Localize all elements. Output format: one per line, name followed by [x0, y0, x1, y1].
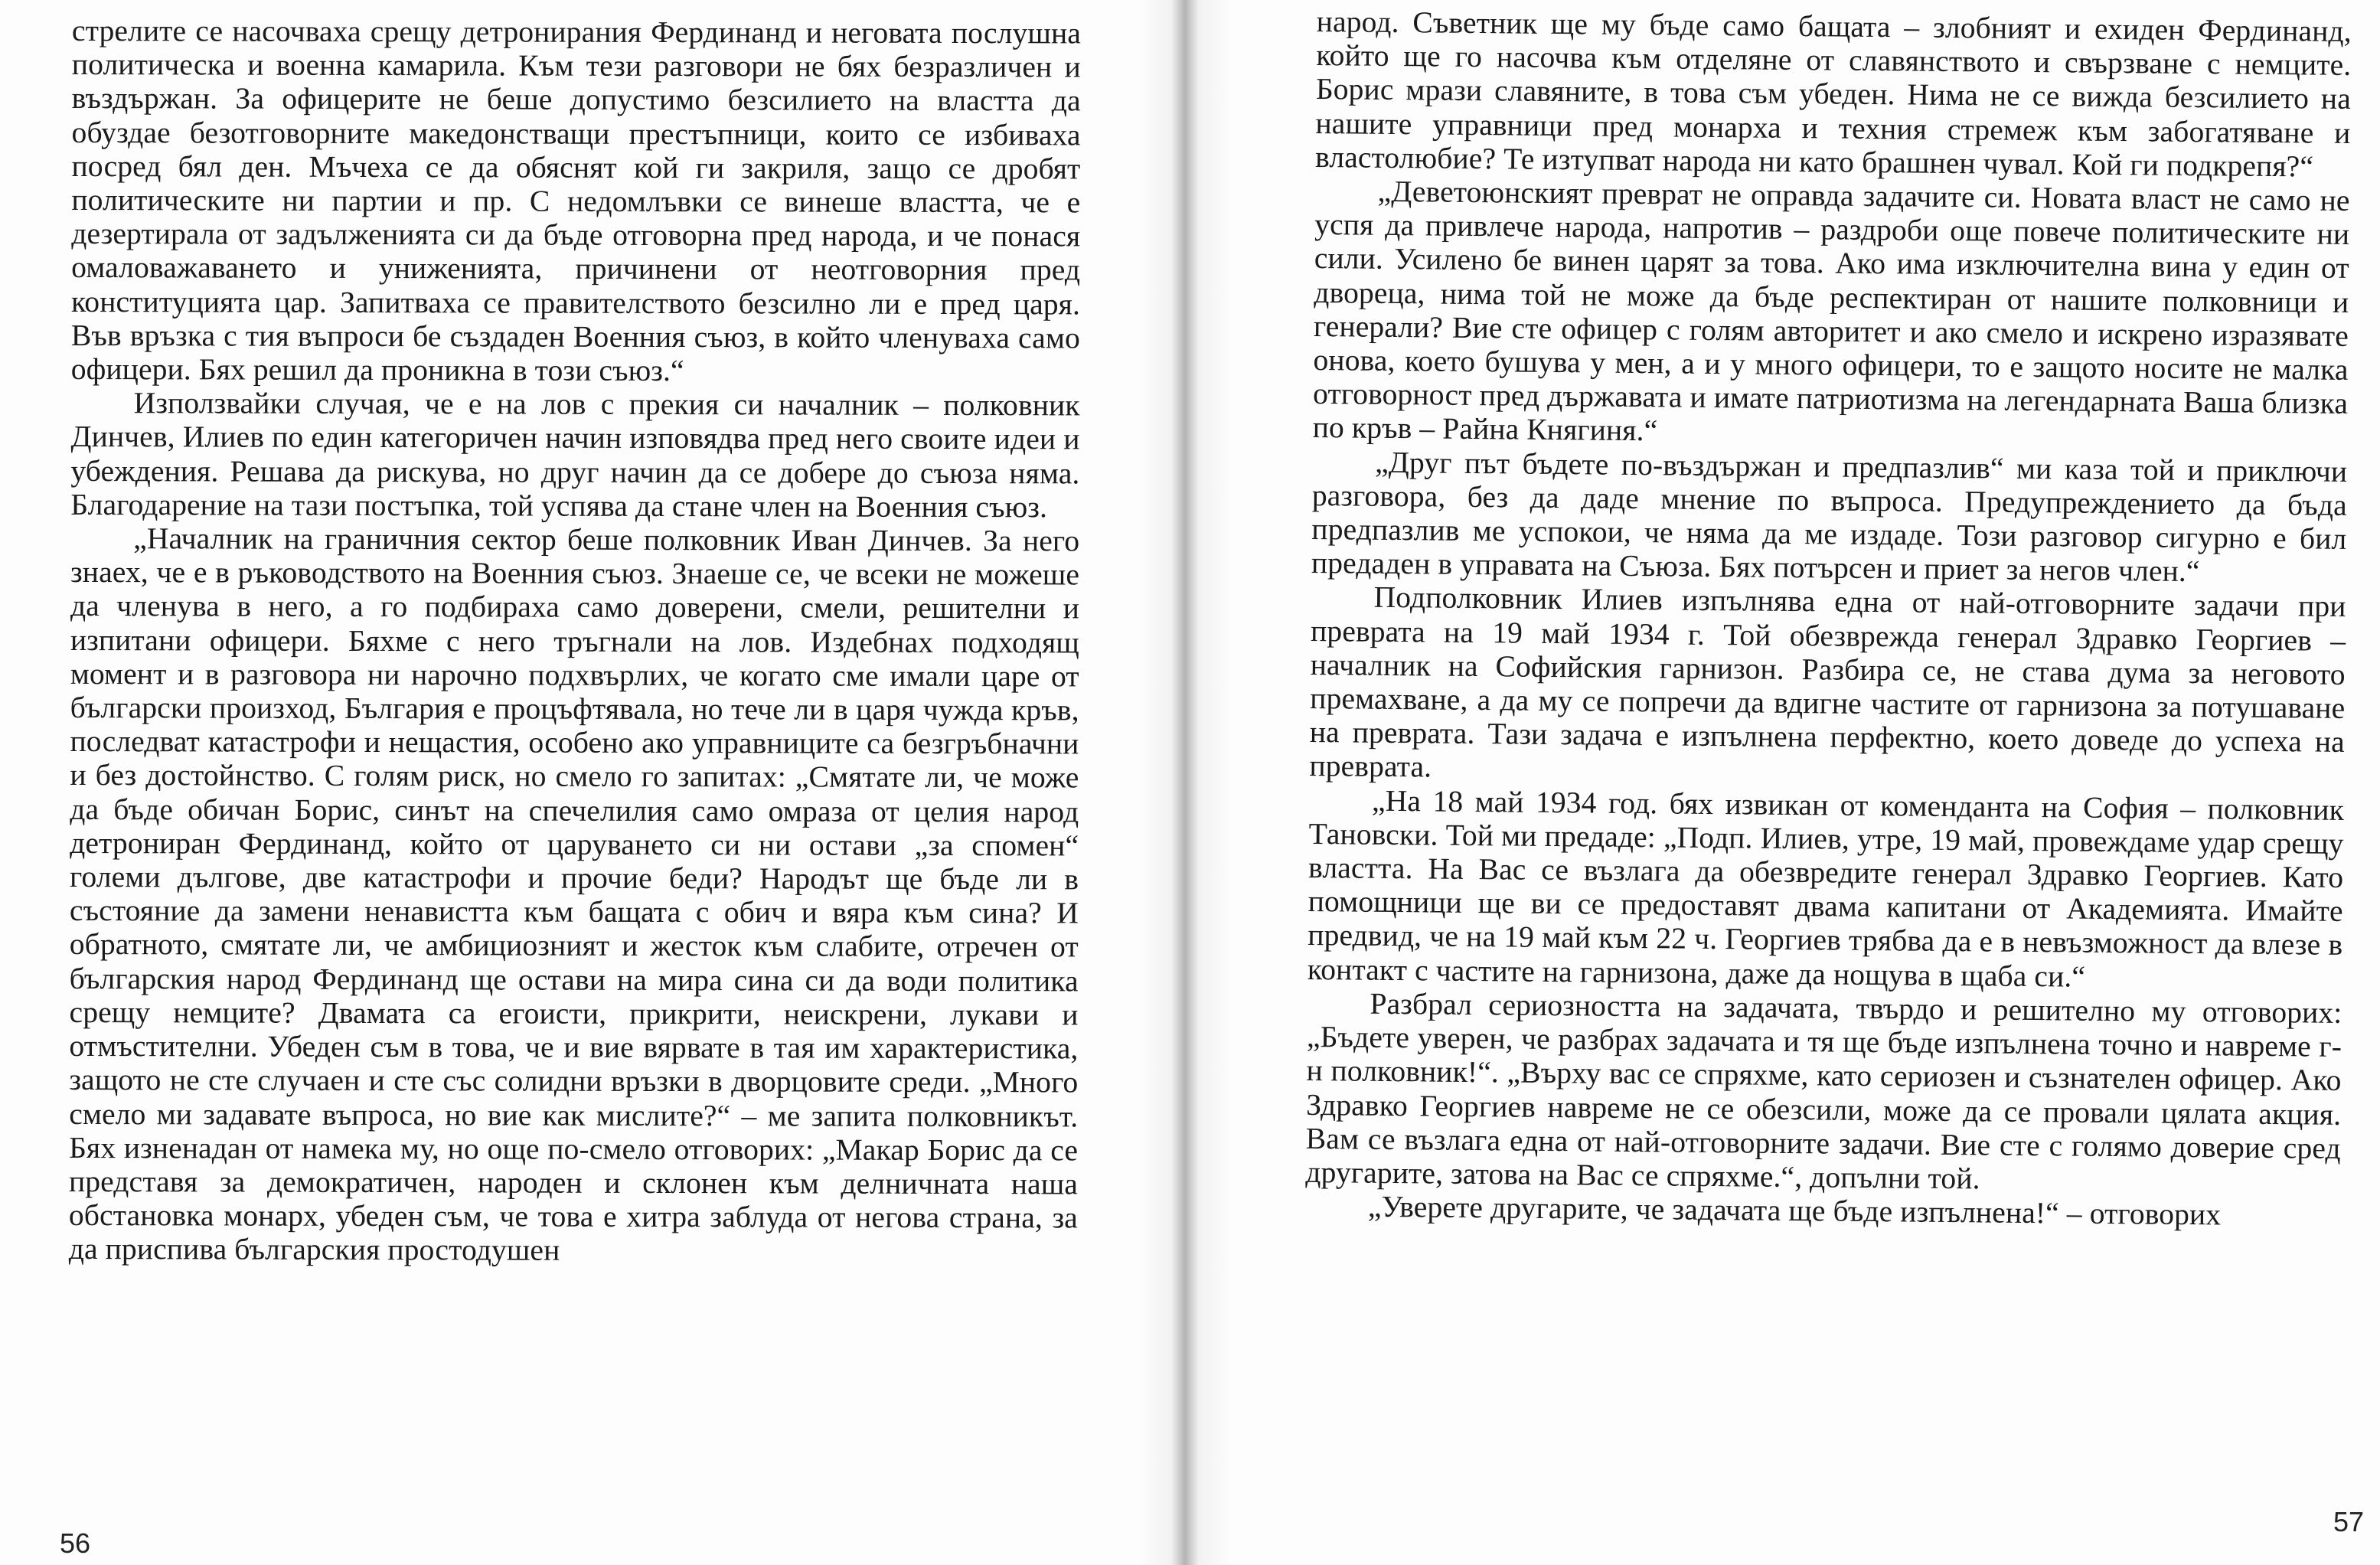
left-page-text	[69, 14, 1081, 1269]
right-page	[1185, 0, 2380, 1565]
paragraph: Използвайки случая, че е на лов с прекия си началник – полковник Динчев, Илиев по един категоричен начин изповядва пред него своите идеи и убеждения. Решава да рискува, но друг начин да се добере до съюза няма. Благодарение на тази постъпка, той успява да стане член на Военния съюз.	[70, 386, 1080, 524]
page-number: 56	[60, 1527, 91, 1559]
paragraph: Подполковник Илиев изпълнява една от най-отговорните задачи при преврата на 19 май 1934 г. Той обезврежда генерал Здравко Георгиев – началник на Софийския гарнизон. Разбира се, не става дума за неговото премахване, а да му се попречи да вдигне частите от гарнизона за потушаване на преврата. Тази задача е изпълнена перфектно, което доведе до успеха на преврата.	[1309, 580, 2346, 784]
paragraph: „Деветоюнският преврат не оправда задачите си. Новата власт не само не успя да привлече народа, напротив – раздроби още повече политическите ни сили. Усилено бе винен царят за това. Ако има изключителна вина у един от двореца, нима той не може да бъде респектиран от нашите полковници и генерали? Вие сте офицер с голям авторитет и ако смело и искрено изразявате онова, което бушува у мен, а и у много офицери, то е защото носите не малка отговорност пред държавата и имате патриотизма на легендарната Ваша близка по кръв – Райна Княгиня.“	[1312, 174, 2350, 448]
paragraph: „Началник на граничния сектор беше полковник Иван Динчев. За него знаех, че е в ръководството на Военния съюз. Знаеше се, че всеки не можеше да членува в него, а го подбираха само доверени, смели, решителни и изпитани офицери. Бяхме с него тръгнали на лов. Издебнах подходящ момент и в разговора ни нарочно подхвърлих, че когато сме имали царе от български произход, България е процъфтявала, но тече ли в царя чужда кръв, последват катастрофи и нещастия, особено ако управниците са безгръбначни и без достойнство. С голям риск, но смело го запитах: „Смятате ли, че може да бъде обичан Борис, синът на спечелилия само омраза от целия народ детрониран Фердинанд, който от царуването си ни остави „за спомен“ големи дългове, две катастрофи и прочие беди? Народът ще бъде ли в състояние да замени ненавистта към бащата с обич и вяра към сина? И обратното, смятате ли, че амбициозният и жесток към слабите, отречен от българския народ Фердинанд ще остави на мира сина си да води политика срещу немците? Двамата са егоисти, прикрити, неискрени, лукави и отмъстителни. Убеден съм в това, че и вие вярвате в тая им характеристика, защото не сте случаен и сте със солидни връзки в дворцовите среди. „Много смело ми задавате въпроса, но вие как мислите?“ – ме запита полковникът. Бях изненадан от намека му, но още по-смело отговорих: „Макар Борис да се представя за демократичен, народен и склонен към делничната наша обстановка монарх, убеден съм, че това е хитра заблуда от негова страна, за да приспива българския простодушен	[68, 521, 1080, 1267]
paragraph: Разбрал сериозността на задачата, твърдо и решително му отговорих: „Бъдете уверен, че разбрах задачата и тя ще бъде изпълнена точно и навреме г-н полковник!“. „Върху вас се спряхме, като сериозен и съзнателен офицер. Ако Здравко Георгиев навреме не се обезсили, може да се провали цялата акция. Вам се възлага една от най-отговорните задачи. Вие сте с голямо доверие сред другарите, затова на Вас се спряхме.“, допълни той.	[1305, 986, 2342, 1196]
right-page-text	[1305, 5, 2352, 1233]
left-page	[0, 0, 1185, 1565]
paragraph: народ. Съветник ще му бъде само бащата – злобният и ехиден Фердинанд, който ще го насочва към отделяне от славянството и свързване с немците. Борис мрази славяните, в това съм убеден. Нима не се вижда безсилието на нашите управници пред монарха и техния стремеж към забогатяване и властолюбие? Те изтупват народа ни като брашнен чувал. Кой ги подкрепя?“	[1314, 5, 2352, 184]
paragraph: „Уверете другарите, че задачата ще бъде изпълнена!“ – отговорих	[1367, 1189, 2222, 1232]
paragraph: „На 18 май 1934 год. бях извикан от коменданта на София – полковник Тановски. Той ми предаде: „Подп. Илиев, утре, 19 май, провеждаме удар срещу властта. На Вас се възлага да обезвредите генерал Здравко Георгиев. Като помощници ще ви се предоставят двама капитани от Академията. Имайте предвид, че на 19 май към 22 ч. Георгиев трябва да е в невъзможност да влезе в контакт с частите на гарнизона, даже да нощува в щаба си.“	[1307, 783, 2345, 994]
paragraph: стрелите се насочваха срещу детронирания Фердинанд и неговата послушна политическа и военна камарила. Към тези разговори не бях безразличен и въздържан. За офицерите не беше допустимо безсилието на властта да обуздае безотговорните македонстващи престъпници, които се избиваха посред бял ден. Мъчеха се да обяснят кой ги закриля, защо се дробят политическите ни партии и пр. С недомлъвки се винеше властта, че е дезертирала от задълженията си да бъде отговорна пред народа, и че понася омаловажаването и униженията, причинени от неотговорния пред конституцията цар. Запитваха се правителството безсилно ли е пред царя. Във връзка с тия въпроси бе създаден Военния съюз, в който членуваха само офицери. Бях решил да проникна в този съюз.“	[70, 14, 1081, 388]
page-number: 57	[2333, 1506, 2365, 1537]
paragraph: „Друг път бъдете по-въздържан и предпазлив“ ми каза той и приключи разговора, без да даде мнение по въпроса. Предупреждението да бъда предпазлив ме успокои, че няма да ме издаде. Този разговор сигурно е бил предаден в управата на Съюза. Бях потърсен и приет за негов член.“	[1311, 445, 2348, 589]
